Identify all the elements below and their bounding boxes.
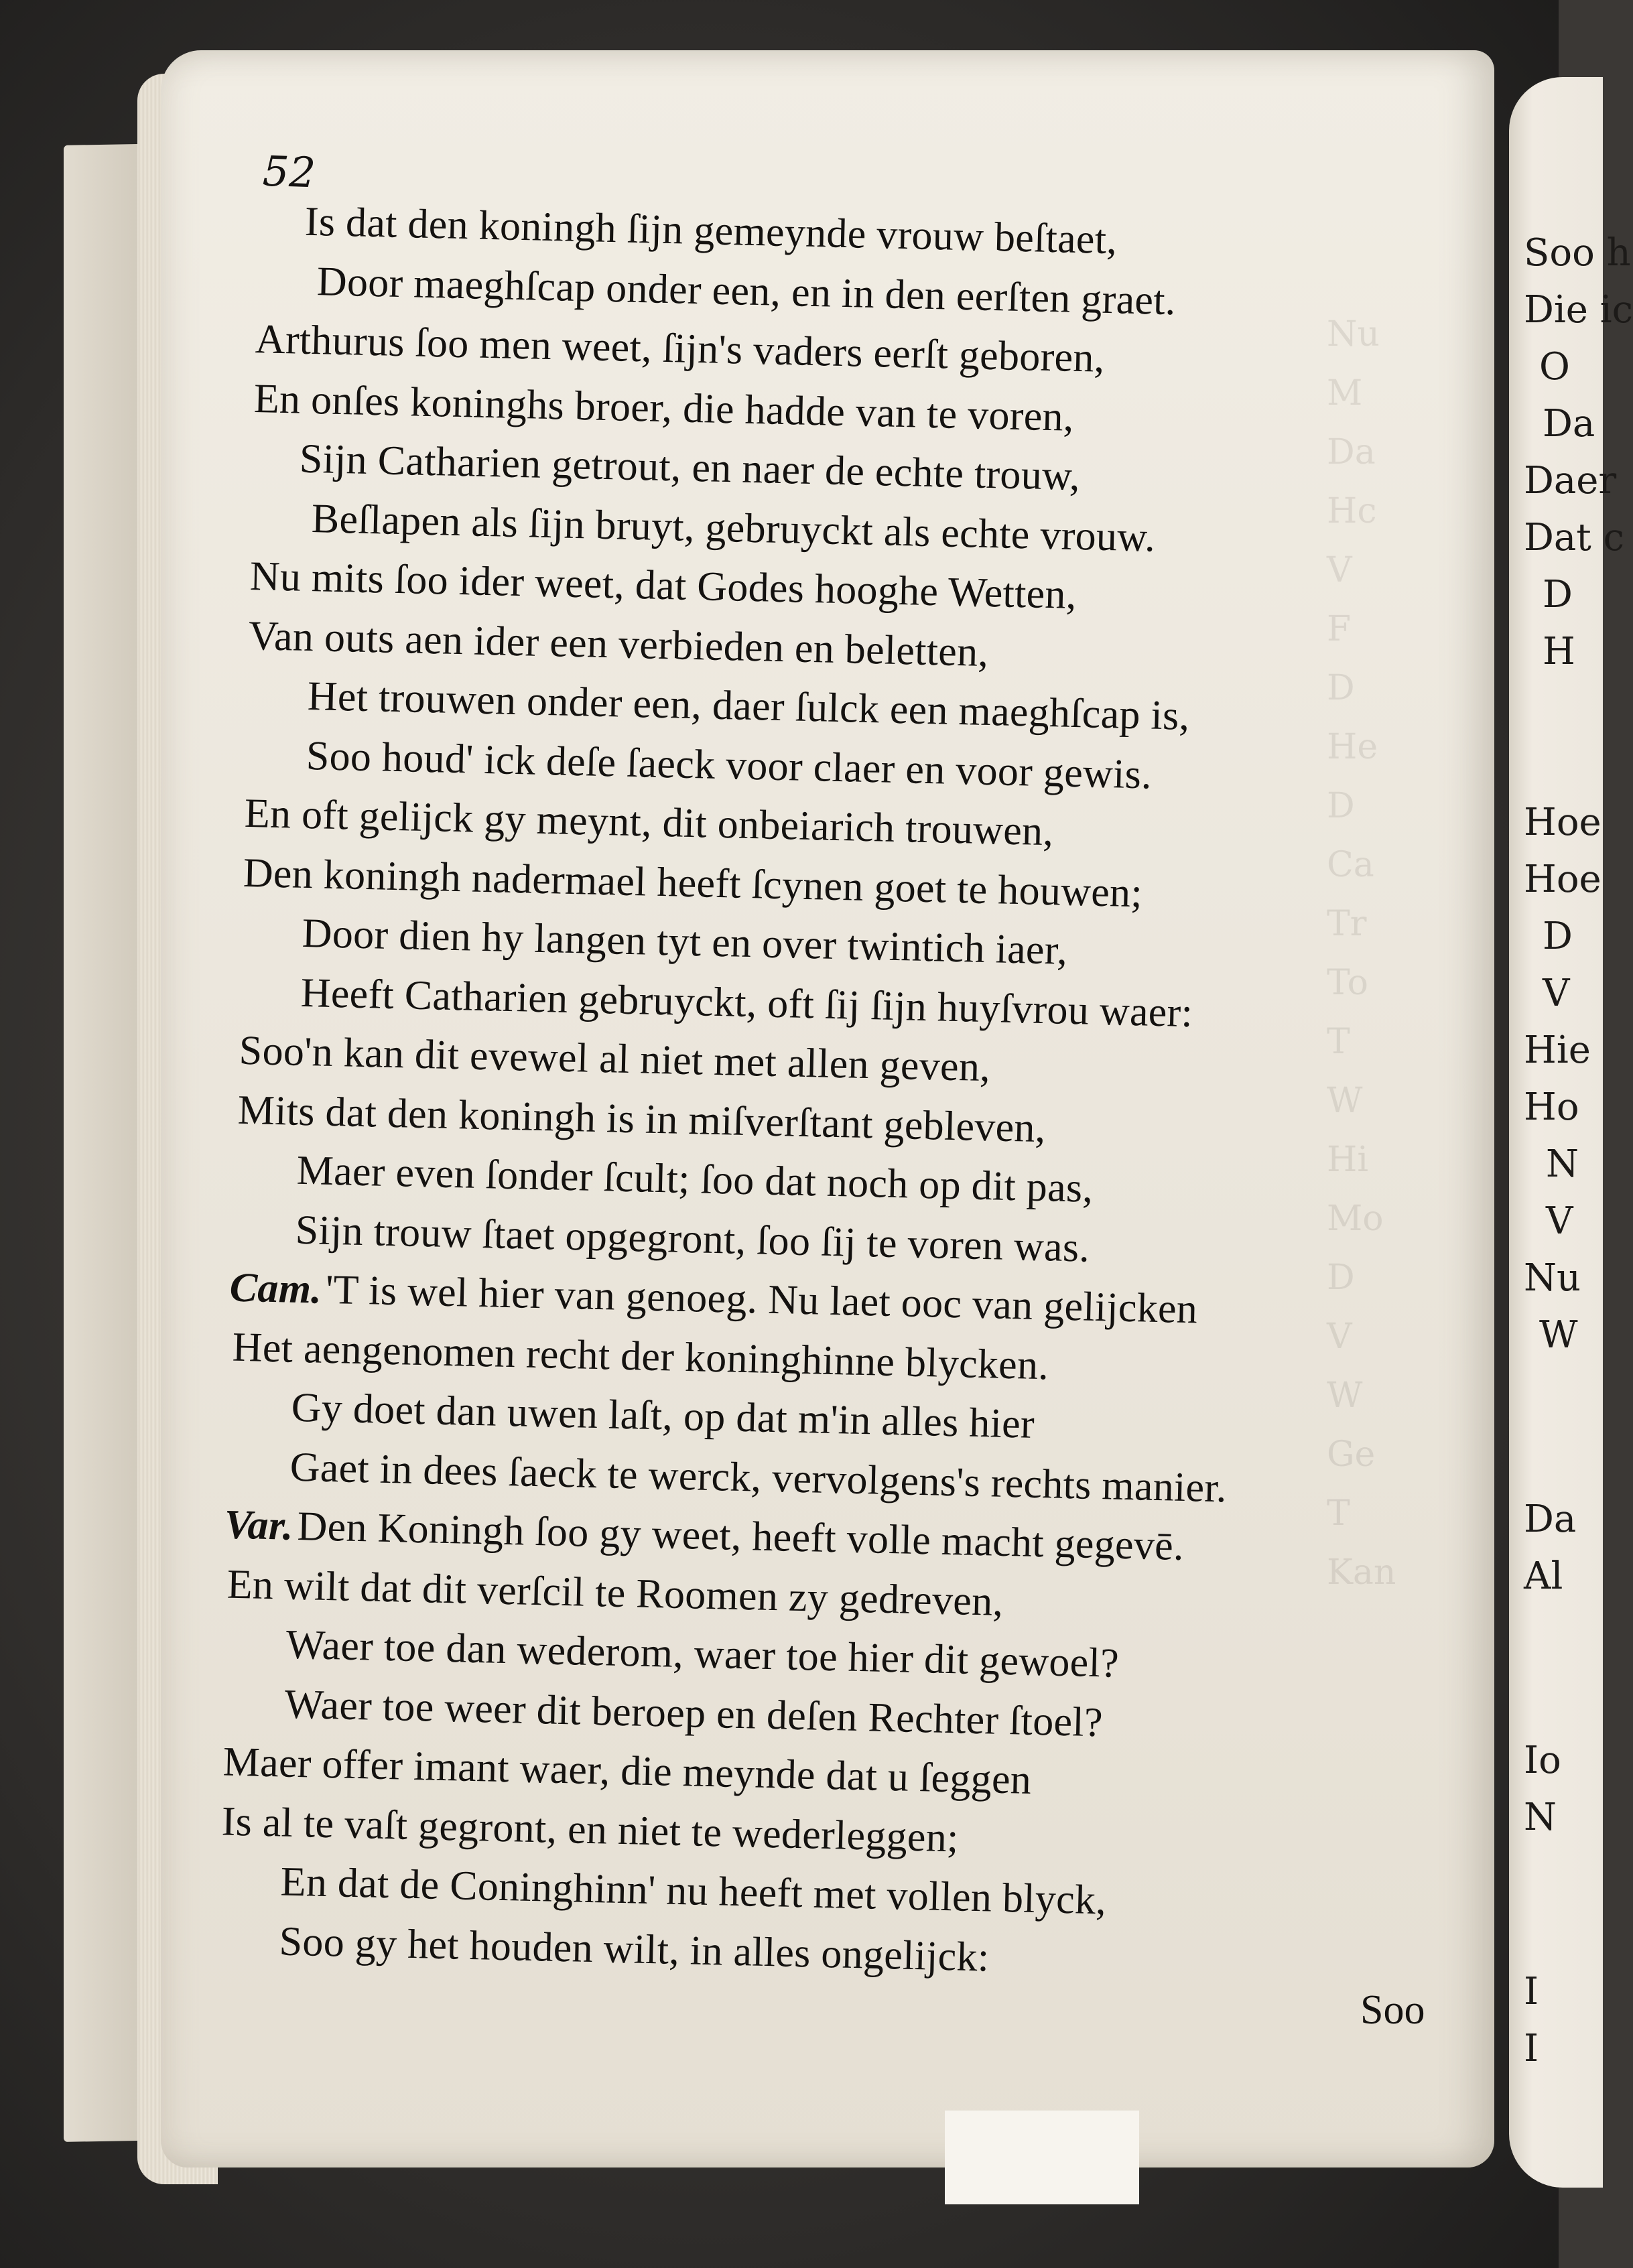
facing-line: H xyxy=(1543,630,1575,673)
verse-text: Door dien hy langen tyt en over twintich iaer, xyxy=(302,910,1068,974)
speaker-label xyxy=(300,199,302,245)
verse-text: Waer toe weer dit beroep en deſen Rechter ſtoel? xyxy=(284,1681,1104,1745)
facing-line: D xyxy=(1543,573,1573,616)
facing-line: Da xyxy=(1524,1497,1577,1541)
verse-text: En dat de Coninghinn' nu heeft met vollen blyck, xyxy=(279,1859,1107,1924)
verse-text: Waer toe dan wederom, waer toe hier dit gewoel? xyxy=(285,1621,1120,1686)
verse-text: Soo'n kan dit evewel al niet met allen geven, xyxy=(239,1027,991,1091)
speaker-label xyxy=(285,1444,287,1489)
facing-line: Al xyxy=(1524,1554,1563,1598)
facing-page-edge xyxy=(1509,77,1633,2188)
verse-text: Is dat den koningh ſijn gemeynde vrouw beſtaet, xyxy=(304,198,1118,263)
speaker-label xyxy=(280,1681,281,1727)
speaker-label xyxy=(302,732,303,778)
facing-line: Dat c xyxy=(1524,516,1624,559)
verse-text: En oft gelijck gy meynt, dit onbeiarich trouwen, xyxy=(244,790,1054,855)
facing-line: Die ic xyxy=(1524,288,1633,332)
speaker-label xyxy=(281,1621,283,1667)
verse-text: Arthurus ſoo men weet, ſijn's vaders eerſt geboren, xyxy=(255,316,1106,381)
facing-line: W xyxy=(1539,1313,1578,1357)
speaker-label: Cam. xyxy=(229,1264,322,1313)
facing-line: V xyxy=(1543,972,1570,1015)
verse-text: Maer even ſonder ſcult; ſoo dat noch op dit pas, xyxy=(296,1147,1094,1211)
speaker-label xyxy=(312,259,314,304)
speaker-label xyxy=(276,1859,277,1904)
verse-text: Gaet in dees ſaeck te werck, vervolgens's rechts manier. xyxy=(289,1444,1228,1511)
verse-text: Door maeghſcap onder een, en in den eerſten graet. xyxy=(316,258,1177,324)
speaker-label xyxy=(292,1148,293,1193)
verse-text: Mits dat den koningh is in miſverſtant gebleven, xyxy=(237,1087,1047,1151)
verse-text: 'T is wel hier van genoeg. Nu laet ooc van gelijcken xyxy=(325,1266,1198,1333)
facing-line: V xyxy=(1546,1199,1573,1243)
facing-line: N xyxy=(1524,1796,1557,1839)
catchword: Soo xyxy=(1360,1987,1425,2033)
facing-line: O xyxy=(1539,345,1570,389)
speaker-label xyxy=(307,495,308,541)
facing-line: Daer xyxy=(1524,459,1617,503)
facing-line: Soo h xyxy=(1524,231,1631,275)
page-number: 52 xyxy=(261,146,317,198)
paper-patch xyxy=(945,2111,1139,2204)
facing-line: I xyxy=(1524,1970,1539,2013)
verse-text: Sijn trouw ſtaet opgegront, ſoo ſij te voren was. xyxy=(295,1207,1090,1271)
verse-text: Sijn Catharien getrout, en naer de echte trouw, xyxy=(299,436,1081,500)
verse-text: Het aengenomen recht der koninghinne blycken. xyxy=(232,1324,1049,1388)
facing-line: I xyxy=(1524,2027,1539,2070)
speaker-label xyxy=(295,436,296,481)
verse-text-block xyxy=(214,191,1494,1997)
facing-line: N xyxy=(1546,1142,1579,1186)
verse-text: En wilt dat dit verſcil te Roomen zy gedreven, xyxy=(226,1561,1004,1625)
facing-line: Io xyxy=(1524,1739,1561,1782)
facing-line: Ho xyxy=(1524,1085,1579,1129)
show-through-text: Nu M Da Hc V F D He D Ca Tr To T W Hi Mo D V W Ge T Kan xyxy=(1327,314,1396,1593)
speaker-label xyxy=(296,970,298,1015)
facing-line: Hoe xyxy=(1524,801,1602,844)
speaker-label xyxy=(291,1207,292,1252)
verse-text: En onſes koninghs broer, die hadde van te voren, xyxy=(253,375,1075,440)
facing-line: Nu xyxy=(1524,1256,1581,1300)
speaker-label: Var. xyxy=(224,1502,294,1549)
verse-text: Is al te vaſt gegront, en niet te wederleggen; xyxy=(221,1798,960,1861)
verse-text: Soo houd' ick deſe ſaeck voor claer en voor gewis. xyxy=(306,732,1153,798)
verse-text: Soo gy het houden wilt, in alles ongelijck: xyxy=(278,1918,990,1981)
facing-line: Da xyxy=(1543,402,1595,446)
speaker-label xyxy=(303,673,304,719)
verse-text: Het trouwen onder een, daer ſulck een maeghſcap is, xyxy=(307,673,1191,739)
verse-text: Gy doet dan uwen laſt, op dat m'in alles hier xyxy=(291,1384,1035,1447)
facing-line: D xyxy=(1543,915,1573,958)
speaker-label xyxy=(287,1385,288,1430)
speaker-label xyxy=(275,1918,276,1964)
verse-text: Maer offer imant waer, die meynde dat u ſeggen xyxy=(222,1739,1032,1803)
facing-line: Hoe xyxy=(1524,858,1602,901)
verse-text: Heeft Catharien gebruyckt, oft ſij ſijn huyſvrou waer: xyxy=(300,970,1193,1036)
verse-text: Nu mits ſoo ider weet, dat Godes hooghe Wetten, xyxy=(249,553,1077,618)
verse-text: Den Koningh ſoo gy weet, heeft volle macht gegevē. xyxy=(296,1503,1185,1569)
verse-text: Beſlapen als ſijn bruyt, gebruyckt als echte vrouw. xyxy=(311,495,1156,561)
facing-line: Hie xyxy=(1524,1028,1591,1072)
speaker-label xyxy=(298,911,299,956)
verse-text: Van outs aen ider een verbieden en beletten, xyxy=(248,612,990,675)
verse-text: Den koningh nadermael heeft ſcynen goet te houwen; xyxy=(243,850,1143,916)
